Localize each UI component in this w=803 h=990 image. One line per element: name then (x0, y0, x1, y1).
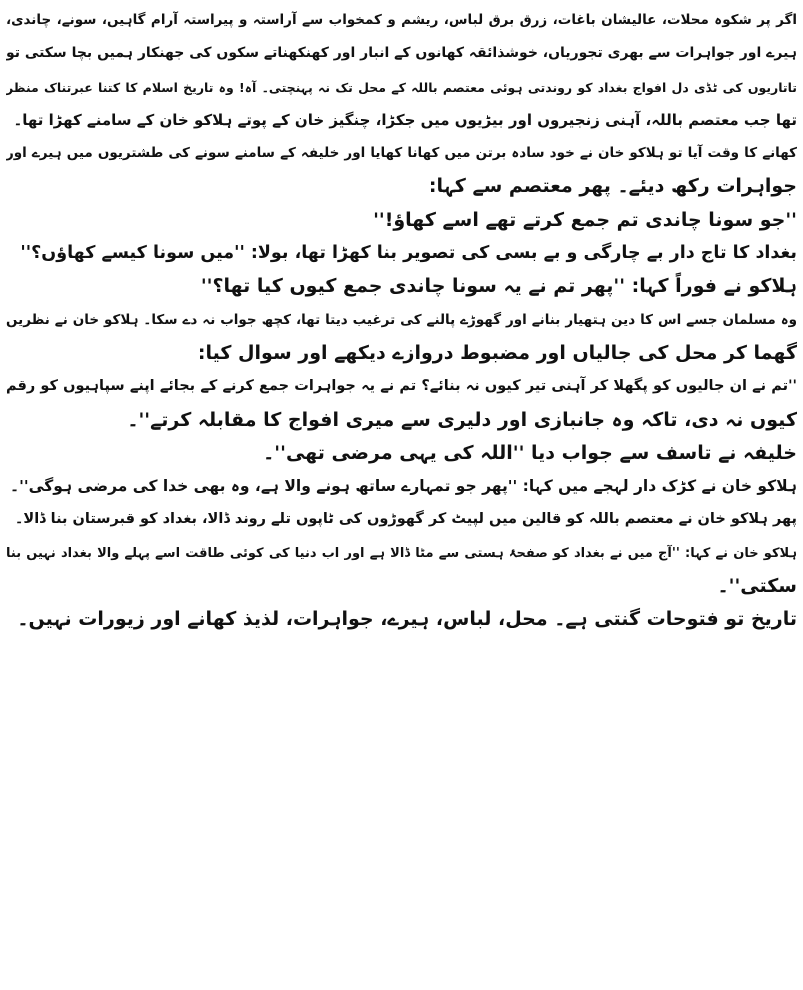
text-line-3: تاتاریوں کی ٹڈی دل افواج بغداد کو روندتی ہوئی معتصم باللہ کے محل تک نہ پہنچتی۔ آہ! وہ تاریخ اسلام کا کتنا عبرتناک منظر (6, 79, 797, 95)
text-line-2: ہیرے اور جواہرات سے بھری تجوریاں، خوشذائقہ کھانوں کے انبار اور کھنکھناتے سکوں کی جھنکار ہمیں بچا سکتی تو (6, 45, 797, 62)
text-line-6: جواہرات رکھ دیئے۔ پھر معتصم سے کہا: (428, 175, 797, 198)
text-line-18: سکتی''۔ (717, 575, 797, 598)
text-line-15: ہلاکو خان نے کڑک دار لہجے میں کہا: ''پھر جو تمہارے ساتھ ہونے والا ہے، وہ بھی خدا کی مرضی ہوگی''۔ (10, 477, 797, 496)
text-line-8: بغداد کا تاج دار بے چارگی و بے بسی کی تصویر بنا کھڑا تھا، بولا: ''میں سونا کیسے کھاؤں؟'' (20, 243, 797, 264)
text-line-14: خلیفہ نے تاسف سے جواب دیا ''اللہ کی یہی مرضی تھی''۔ (263, 441, 797, 464)
text-line-11: گھما کر محل کی جالیاں اور مضبوط دروازے دیکھے اور سوال کیا: (197, 341, 797, 364)
text-line-4: تھا جب معتصم باللہ، آہنی زنجیروں اور بیڑیوں میں جکڑا، چنگیز خان کے پوتے ہلاکو خان کے سامنے کھڑا تھا۔ (13, 110, 797, 129)
text-line-12: ''تم نے ان جالیوں کو پگھلا کر آہنی تیر کیوں نہ بنائے؟ تم نے یہ جواہرات جمع کرنے کے بجائے اپنے سپاہیوں کو رقم (6, 378, 797, 395)
text-line-5: کھانے کا وقت آیا تو ہلاکو خان نے خود سادہ برتن میں کھانا کھایا اور خلیفہ کے سامنے سونے کی طشتریوں میں ہیرے اور (6, 145, 797, 162)
text-line-13: کیوں نہ دی، تاکہ وہ جانبازی اور دلیری سے میری افواج کا مقابلہ کرتے''۔ (127, 408, 797, 431)
text-line-9: ہلاکو نے فوراً کہا: ''پھر تم نے یہ سونا چاندی جمع کیوں کیا تھا؟'' (200, 275, 797, 298)
text-line-16: پھر ہلاکو خان نے معتصم باللہ کو قالین میں لپیٹ کر گھوڑوں کی ٹاپوں تلے روند ڈالا، بغداد کو قبرستان بنا ڈالا۔ (14, 511, 797, 528)
text-line-1: اگر پر شکوہ محلات، عالیشان باغات، زرق برق لباس، ریشم و کمخواب سے آراستہ و پیراستہ آرام گاہیں، سونے، چاندی، (6, 12, 797, 28)
text-line-10: وہ مسلمان جسے اس کا دین ہتھیار بنانے اور گھوڑے پالنے کی ترغیب دیتا تھا، کچھ جواب نہ دے سکا۔ ہلاکو خان نے نظریں (6, 311, 797, 328)
text-line-17: ہلاکو خان نے کہا: ''آج میں نے بغداد کو صفحۂ ہستی سے مٹا ڈالا ہے اور اب دنیا کی کوئی طاقت اسے پہلے والا بغداد نہیں بنا (6, 545, 797, 561)
text-line-7: ''جو سونا چاندی تم جمع کرتے تھے اسے کھاؤ!'' (373, 208, 797, 231)
text-line-19: تاریخ تو فتوحات گنتی ہے۔ محل، لباس، ہیرے، جواہرات، لذیذ کھانے اور زیورات نہیں۔ (17, 608, 797, 631)
